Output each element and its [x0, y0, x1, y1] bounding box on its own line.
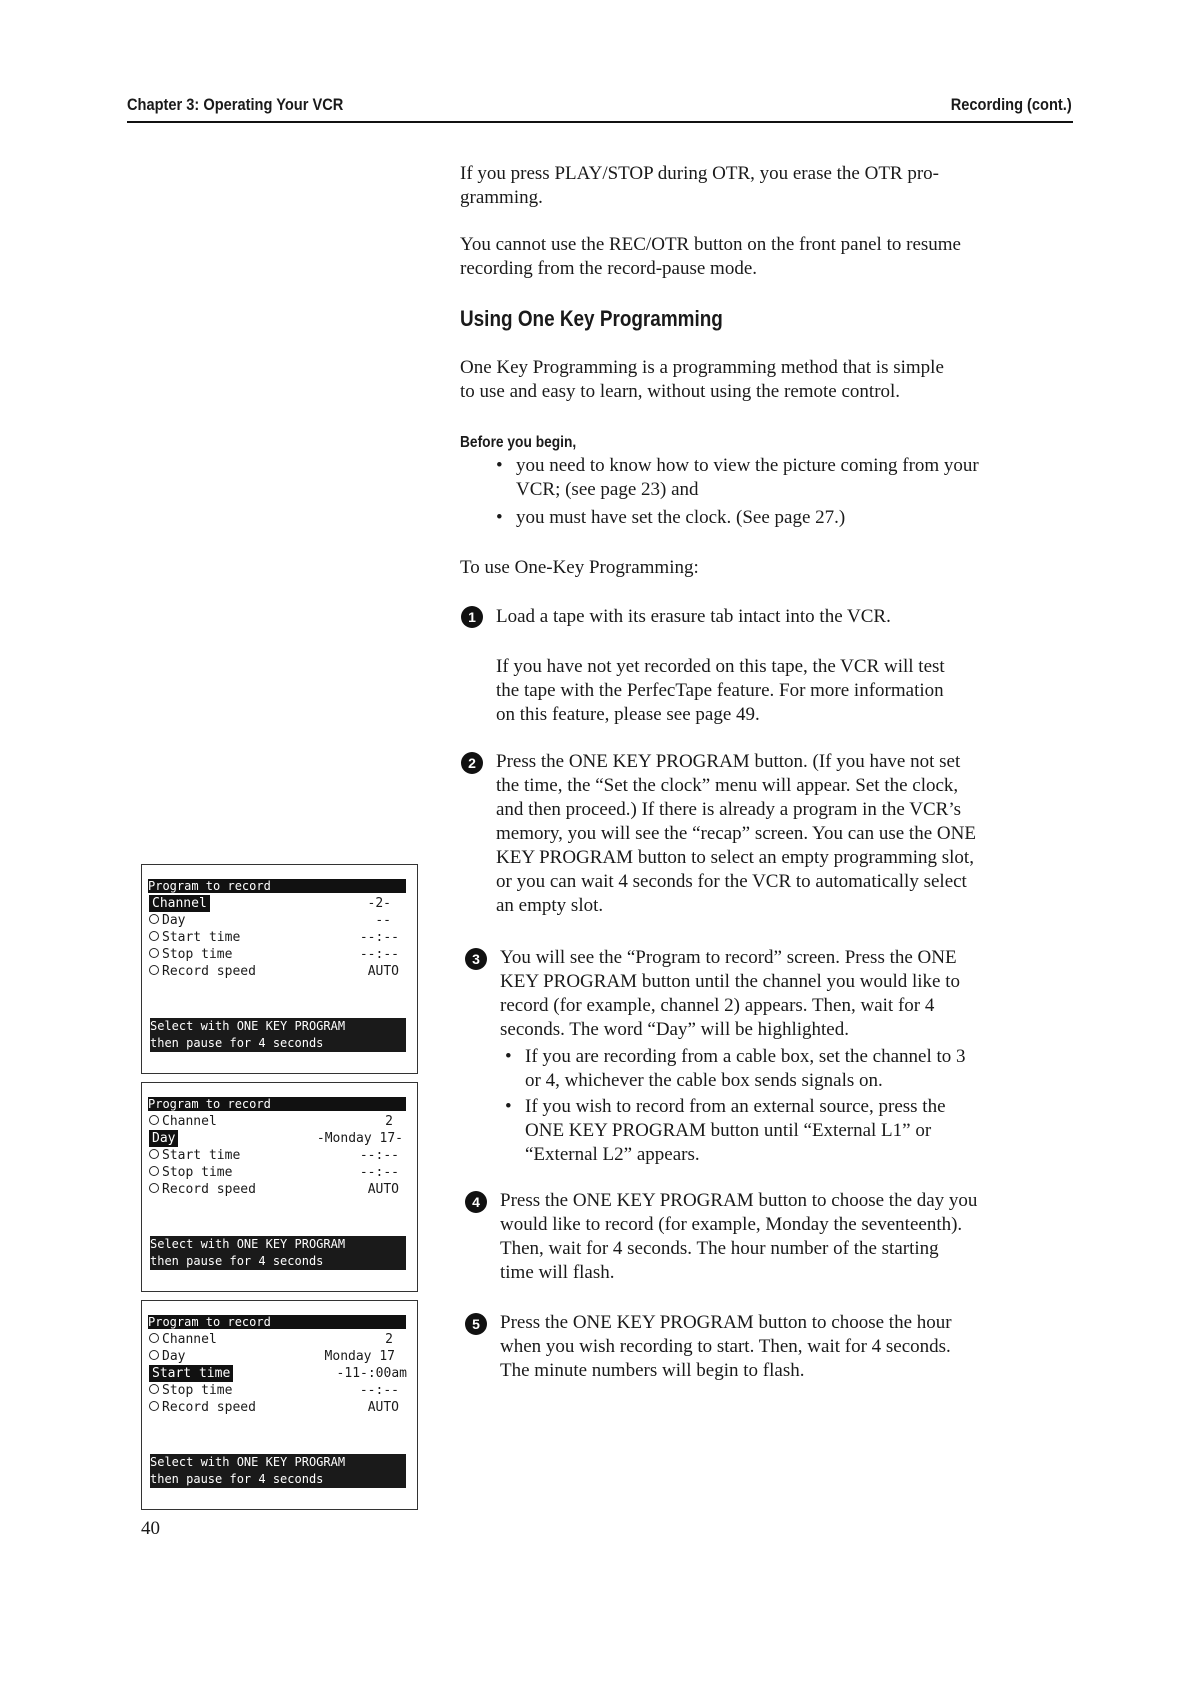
osd-title: Program to record: [148, 879, 406, 893]
osd-row-record-speed: Record speed AUTO: [149, 1399, 407, 1416]
osd-row-start-time: Start time -11-:00am: [149, 1365, 407, 1382]
osd-row-day: Day Monday 17: [149, 1348, 407, 1365]
osd-title: Program to record: [148, 1097, 406, 1111]
step-1-text: Load a tape with its erasure tab intact into the VCR.: [496, 606, 891, 627]
osd-row-stop-time: Stop time --:--: [149, 1382, 407, 1399]
osd-footer: Select with ONE KEY PROGRAM then pause for 4 seconds: [150, 1236, 406, 1270]
circle-icon: [149, 1115, 159, 1125]
osd-footer: Select with ONE KEY PROGRAM then pause for 4 seconds: [150, 1018, 406, 1052]
osd-row-start-time: Start time --:--: [149, 929, 407, 946]
circle-icon: [149, 1384, 159, 1394]
circle-icon: [149, 1333, 159, 1343]
step-1-number: 1: [461, 606, 483, 628]
circle-icon: [149, 1401, 159, 1411]
description-paragraph: One Key Programming is a programming method that is simple to use and easy to learn, without using the remote control.: [460, 357, 944, 402]
step-5-text: Press the ONE KEY PROGRAM button to choose the hour when you wish recording to start. Then, wait for 4 seconds. The minute numbers will begin to flash.: [500, 1312, 952, 1381]
osd-row-channel: Channel 2: [149, 1113, 407, 1130]
step-2-text: Press the ONE KEY PROGRAM button. (If you have not set the time, the “Set the clock” menu will appear. Set the clock, and then proceed.) If there is already a program in the VCR’s memory, you will see the “recap” screen. You can use the ONE KEY PROGRAM button to select an empty programming slot, or you can wait 4 seconds for the VCR to automatically select an empty slot.: [496, 751, 976, 916]
section-heading: Using One Key Programming: [460, 306, 723, 331]
step-4-number: 4: [465, 1191, 487, 1213]
osd-screen-day: [141, 1082, 418, 1292]
osd-row-stop-time: Stop time --:--: [149, 1164, 407, 1181]
osd-row-channel: Channel 2: [149, 1331, 407, 1348]
circle-icon: [149, 1149, 159, 1159]
section-title: Recording (cont.): [950, 95, 1072, 114]
step-3-number: 3: [465, 948, 487, 970]
step-3-text: You will see the “Program to record” screen. Press the ONE KEY PROGRAM button until the channel you would like to record (for example, channel 2) appears. Then, wait for 4 seconds. The word “Day” will be highlighted.: [500, 947, 961, 1040]
circle-icon: [149, 931, 159, 941]
step-5-number: 5: [465, 1313, 487, 1335]
chapter-title: Chapter 3: Operating Your VCR: [127, 95, 344, 114]
osd-screen-start-time: [141, 1300, 418, 1510]
step-4-text: Press the ONE KEY PROGRAM button to choose the day you would like to record (for example, Monday the seventeenth). Then, wait for 4 seconds. The hour number of the starting time will flash.: [500, 1190, 978, 1283]
step-2-number: 2: [461, 752, 483, 774]
intro-paragraph-2: You cannot use the REC/OTR button on the front panel to resume recording from the record-pause mode.: [460, 234, 961, 279]
osd-row-day: Day --: [149, 912, 407, 929]
osd-row-start-time: Start time --:--: [149, 1147, 407, 1164]
circle-icon: [149, 1183, 159, 1193]
circle-icon: [149, 948, 159, 958]
header-rule: [127, 121, 1073, 123]
osd-row-channel: Channel -2-: [149, 895, 407, 912]
osd-row-record-speed: Record speed AUTO: [149, 963, 407, 980]
osd-row-record-speed: Record speed AUTO: [149, 1181, 407, 1198]
osd-title: Program to record: [148, 1315, 406, 1329]
circle-icon: [149, 914, 159, 924]
osd-row-day: Day -Monday 17-: [149, 1130, 407, 1147]
before-you-begin-heading: Before you begin,: [460, 434, 577, 451]
intro-paragraph-1: If you press PLAY/STOP during OTR, you erase the OTR pro- gramming.: [460, 163, 940, 208]
to-use-intro: To use One-Key Programming:: [460, 557, 699, 578]
page-number: 40: [141, 1518, 160, 1539]
circle-icon: [149, 1350, 159, 1360]
osd-screen-channel: [141, 864, 418, 1074]
step-1-note: If you have not yet recorded on this tape, the VCR will test the tape with the PerfecTape feature. For more information on this feature, please see page 49.: [496, 656, 945, 725]
osd-footer: Select with ONE KEY PROGRAM then pause for 4 seconds: [150, 1454, 406, 1488]
circle-icon: [149, 965, 159, 975]
osd-row-stop-time: Stop time --:--: [149, 946, 407, 963]
circle-icon: [149, 1166, 159, 1176]
